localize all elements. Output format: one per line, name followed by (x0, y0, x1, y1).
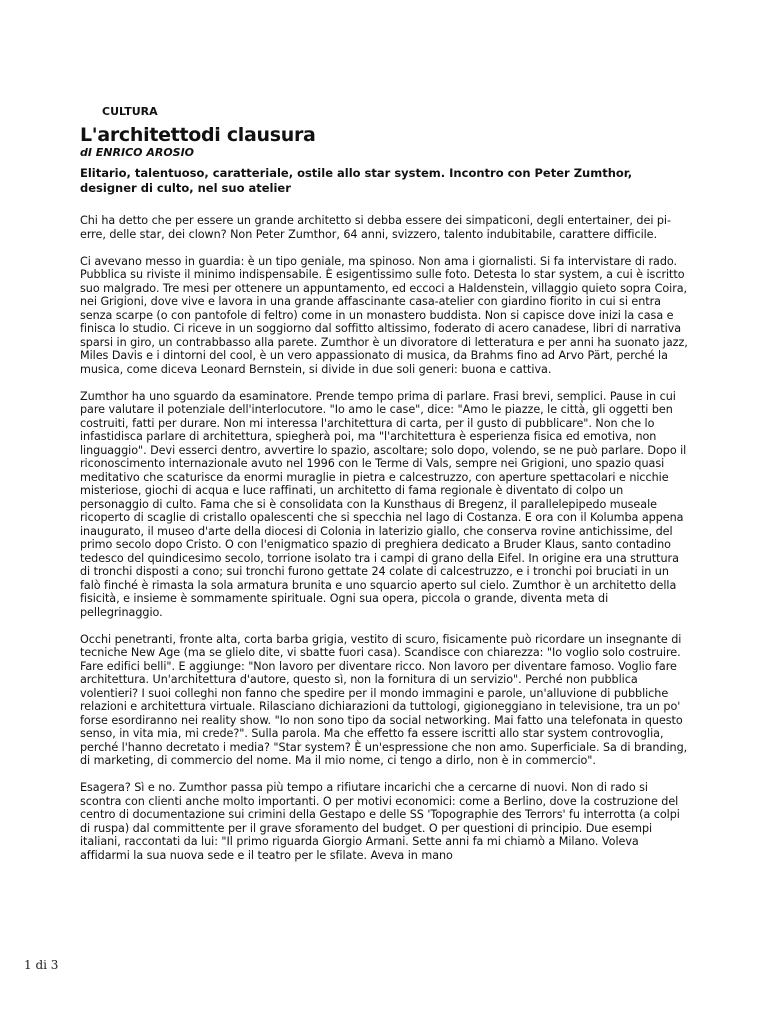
article-body (80, 214, 688, 862)
article-page (80, 104, 688, 876)
page-indicator: 1 di 3 (24, 958, 59, 972)
article-title: L'architettodi clausura (80, 124, 316, 146)
article-paragraph: Occhi penetranti, fronte alta, corta barba grigia, vestito di scuro, fisicamente può ricordare un insegnante di tecniche New Age (ma se glielo dite, vi sbatte fuori casa). Scandisce con chiarezza: "Io voglio solo costruire. Fare edifici belli". E aggiunge: "Non lavoro per diventare ricco. Non lavoro per diventare famoso. Voglio fare architettura. Un'architettura d'autore, questo sì, non la fornitura di un servizio". Perché non pubblica volentieri? I suoi colleghi non fanno che spedire per il mondo immagini e parole, un'alluvione di pubbliche relazioni e architettura virtuale. Rilasciano dichiarazioni da tuttologi, gigioneggiano in televisione, tra un po' forse esordiranno nei reality show. "Io non sono tipo da social networking. Mai fatto una telefonata in questo senso, in vita mia, mi crede?". Sulla parola. Ma che effetto fa essere iscritti allo star system controvoglia, perché l'hanno decretato i media? "Star system? È un'espressione che non amo. Superficiale. Sa di branding, di marketing, di commercio del nome. Ma il mio nome, ci tengo a dirlo, non è in commercio". (80, 632, 688, 767)
article-standfirst: Elitario, talentuoso, caratteriale, ostile allo star system. Incontro con Peter Zumthor, designer di culto, nel suo atelier (80, 166, 633, 195)
article-paragraph: Esagera? Sì e no. Zumthor passa più tempo a rifiutare incarichi che a cercarne di nuovi. Non di rado si scontra con clienti anche molto importanti. O per motivi economici: come a Berlino, dove la costruzione del centro di documentazione sui crimini della Gestapo e delle SS 'Topographie des Terrors' fu interrotta (a colpi di ruspa) dal committente per il grave sforamento del budget. O per questioni di principio. Due esempi italiani, raccontati da lui: "Il primo riguarda Giorgio Armani. Sette anni fa mi chiamò a Milano. Voleva affidarmi la sua nuova sede e il teatro per le sfilate. Aveva in mano (80, 781, 680, 862)
section-label: CULTURA (102, 105, 158, 118)
article-paragraph: Chi ha detto che per essere un grande architetto si debba essere dei simpaticoni, degli entertainer, dei pi-erre, delle star, dei clown? Non Peter Zumthor, 64 anni, svizzero, talento indubitabile, carattere difficile. (80, 214, 671, 241)
article-byline: dI ENRICO AROSIO (80, 146, 195, 159)
article-paragraph: Zumthor ha uno sguardo da esaminatore. Prende tempo prima di parlare. Frasi brevi, semplici. Pause in cui pare valutare il potenziale dell'interlocutore. "Io amo le case", dice: "Amo le piazze, le città, gli oggetti ben costruiti, fatti per durare. Non mi interessa l'architettura di carta, per il gusto di pubblicare". Non che lo infastidisca parlare di architettura, spiegherà poi, ma "l'architettura è esperienza fisica ed emotiva, non linguaggio". Devi esserci dentro, avvertire lo spazio, ascoltare; solo dopo, volendo, se ne può parlare. Dopo il riconoscimento internazionale avuto nel 1996 con le Terme di Vals, sempre nei Grigioni, uno spazio quasi meditativo che scaturisce da enormi muraglie in pietra e calcestruzzo, con aperture spettacolari e nicchie misteriose, giochi di acqua e luce raffinati, un architetto di fama regionale è diventato di colpo un personaggio di culto. Fama che si è consolidata con la Kunsthaus di Bregenz, il parallelepipedo museale ricoperto di scaglie di cristallo opalescenti che si specchia nel lago di Costanza. E ora con il Kolumba appena inaugurato, il museo d'arte della diocesi di Colonia in laterizio giallo, che conserva rovine antichissime, del primo secolo dopo Cristo. O con l'enigmatico spazio di preghiera dedicato a Bruder Klaus, santo contadino tedesco del quindicesimo secolo, torrione isolato tra i campi di grano della Eifel. In origine era una struttura di tronchi disposti a cono; sui tronchi furono gettate 24 colate di calcestruzzo, e i tronchi poi bruciati in un falò finché è rimasta la sola armatura brunita e uno squarcio aperto sul cielo. Zumthor è un architetto della fisicità, e insieme è sommamente spirituale. Ogni sua opera, piccola o grande, diventa meta di pellegrinaggio. (80, 389, 687, 619)
article-paragraph: Ci avevano messo in guardia: è un tipo geniale, ma spinoso. Non ama i giornalisti. Si fa intervistare di rado. Pubblica su riviste il minimo indispensabile. È esigentissimo sulle foto. Detesta lo star system, a cui è iscritto suo malgrado. Tre mesi per ottenere un appuntamento, ed eccoci a Haldenstein, villaggio quieto sopra Coira, nei Grigioni, dove vive e lavora in una grande affascinante casa-atelier con giardino fiorito in cui si entra senza scarpe (o con pantofole di feltro) come in un monastero buddista. Non si capisce dove inizi la casa e finisca lo studio. Ci riceve in un soggiorno dal soffitto altissimo, foderato di acero canadese, libri di narrativa sparsi in giro, un contrabbasso alla parete. Zumthor è un divoratore di letteratura e per anni ha suonato jazz, Miles Davis e i dintorni del cool, è un vero appassionato di musica, da Brahms fino ad Arvo Pärt, perché la musica, come diceva Leonard Bernstein, si divide in due soli generi: buona e cattiva. (80, 254, 688, 376)
